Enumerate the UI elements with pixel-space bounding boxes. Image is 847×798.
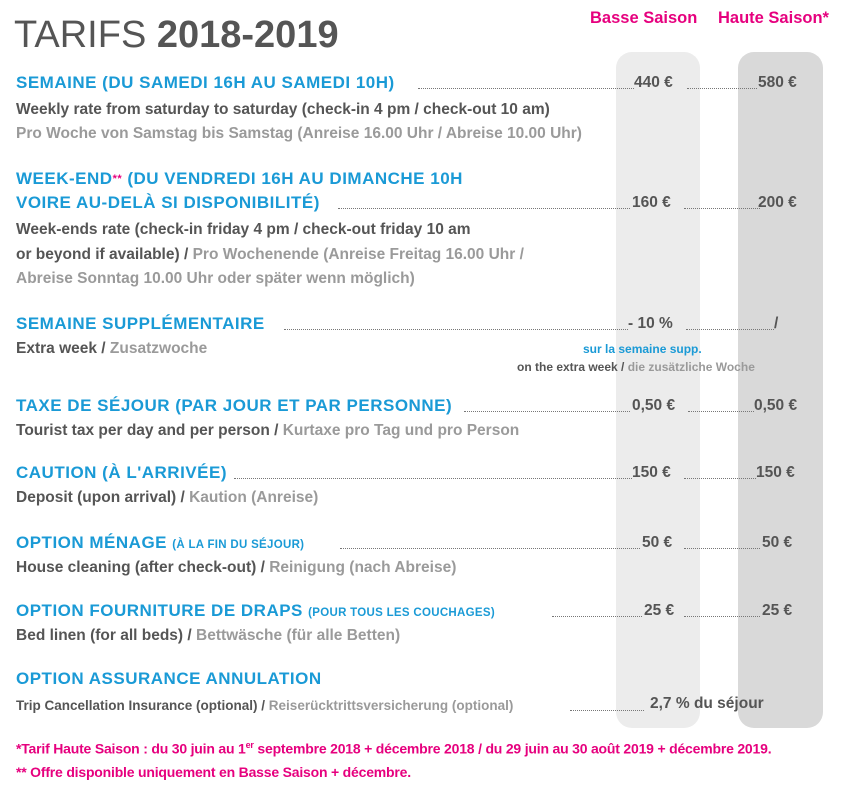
leader-dots [570,710,644,711]
supp-note-de: die zusätzliche Woche [627,360,755,374]
basse-saison-column-bg [616,52,700,728]
leader-dots [552,616,642,617]
draps-price-basse: 25 € [644,602,675,619]
supp-note-en: on the extra week / [517,360,628,374]
draps-label [16,600,495,624]
semaine-price-haute: 580 € [758,74,797,91]
caution-en [16,488,318,508]
row-menage [16,532,847,554]
taxe-en-text: Tourist tax per day and per person / [16,422,283,439]
weekend-de-2: Pro Wochenende (Anreise Freitag 16.00 Uhr / [192,246,524,263]
supp-price-haute: / [774,315,779,332]
supp-note-translation [517,360,755,374]
haute-saison-column-bg [738,52,823,728]
assurance-en [16,696,513,716]
leader-dots [688,411,754,412]
caution-price-basse: 150 € [632,464,671,481]
draps-en-text: Bed linen (for all beds) / [16,627,196,644]
draps-label-main: OPTION FOURNITURE DE DRAPS [16,601,309,620]
leader-dots [338,208,630,209]
weekend-en-2: or beyond if available) / [16,246,193,263]
assurance-de-text: Reiserücktrittsversicherung (optional) [268,698,514,713]
row-weekend-line2 [16,192,847,214]
weekend-label-line2: VOIRE AU-DELÀ SI DISPONIBILITÉ) [16,193,320,212]
weekend-en-line1: Week-ends rate (check-in friday 4 pm / check-out friday 10 am [16,221,471,238]
semaine-price-basse: 440 € [634,74,673,91]
footnote1-a: *Tarif Haute Saison : du 30 juin au 1 [16,740,246,757]
assurance-label: OPTION ASSURANCE ANNULATION [16,669,322,688]
supp-de-text: Zusatzwoche [109,340,208,357]
row-weekend-line1 [16,168,847,190]
supp-price-basse: - 10 % [628,315,673,332]
supp-en [16,339,207,359]
weekend-en-line2 [16,245,524,265]
semaine-en: Weekly rate from saturday to saturday (check-in 4 pm / check-out 10 am) [16,101,550,118]
taxe-de-text: Kurtaxe pro Tag und pro Person [282,422,520,439]
taxe-en [16,421,519,441]
taxe-price-haute: 0,50 € [754,397,798,414]
leader-dots [234,478,632,479]
haute-saison-header: Haute Saison* [718,9,829,27]
menage-price-haute: 50 € [762,534,793,551]
caution-label: CAUTION (À L'ARRIVÉE) [16,463,227,482]
menage-en-text: House cleaning (after check-out) / [16,559,270,576]
semaine-label: SEMAINE (DU SAMEDI 16H AU SAMEDI 10H) [16,73,395,92]
menage-label-main: OPTION MÉNAGE [16,533,173,552]
leader-dots [418,88,634,89]
row-caution [16,462,847,484]
weekend-star: ** [112,173,123,185]
supp-en-text: Extra week / [16,340,110,357]
menage-label-small: (À LA FIN DU SÉJOUR) [172,539,305,551]
weekend-label-a: WEEK-END [16,169,113,188]
caution-en-text: Deposit (upon arrival) / [16,489,190,506]
weekend-price-basse: 160 € [632,194,671,211]
weekend-label-b: (DU VENDREDI 16H AU DIMANCHE 10H [122,169,463,188]
weekend-price-haute: 200 € [758,194,797,211]
supp-label: SEMAINE SUPPLÉMENTAIRE [16,314,265,333]
row-assurance [16,668,847,690]
assurance-price: 2,7 % du séjour [650,695,764,712]
row-supp [16,313,847,335]
menage-label [16,532,304,556]
supp-note: sur la semaine supp. [583,342,702,356]
title-year: 2018-2019 [156,14,339,56]
taxe-label: TAXE DE SÉJOUR (PAR JOUR ET PAR PERSONNE) [16,396,453,415]
leader-dots [684,616,760,617]
leader-dots [464,411,630,412]
draps-de-text: Bettwäsche (für alle Betten) [196,627,401,644]
footnote-offre: ** Offre disponible uniquement en Basse Saison + décembre. [16,764,411,780]
draps-price-haute: 25 € [762,602,793,619]
basse-saison-header: Basse Saison [590,9,698,27]
footnote1-b: septembre 2018 + décembre 2018 / du 29 juin au 30 août 2019 + décembre 2019. [253,740,772,757]
taxe-price-basse: 0,50 € [632,397,676,414]
leader-dots [686,329,774,330]
menage-price-basse: 50 € [642,534,673,551]
assurance-en-text: Trip Cancellation Insurance (optional) / [16,698,269,713]
footnote-haute-saison [16,740,771,757]
leader-dots [687,88,757,89]
footnote1-sup: er [245,740,254,750]
leader-dots [684,548,760,549]
menage-de-text: Reinigung (nach Abreise) [269,559,457,576]
leader-dots [684,478,756,479]
row-taxe [16,395,847,417]
leader-dots [284,329,628,330]
caution-price-haute: 150 € [756,464,795,481]
title-prefix: TARIFS [14,14,157,56]
page-title [14,14,339,57]
draps-en [16,626,400,646]
weekend-de-line3: Abreise Sonntag 10.00 Uhr oder später wenn möglich) [16,270,415,287]
row-draps [16,600,847,622]
draps-label-small: (POUR TOUS LES COUCHAGES) [308,607,495,619]
menage-en [16,558,456,578]
weekend-label-line1 [16,168,463,190]
caution-de-text: Kaution (Anreise) [189,489,319,506]
leader-dots [340,548,640,549]
row-semaine [16,72,847,94]
semaine-de: Pro Woche von Samstag bis Samstag (Anreise 16.00 Uhr / Abreise 10.00 Uhr) [16,125,582,142]
leader-dots [684,208,760,209]
